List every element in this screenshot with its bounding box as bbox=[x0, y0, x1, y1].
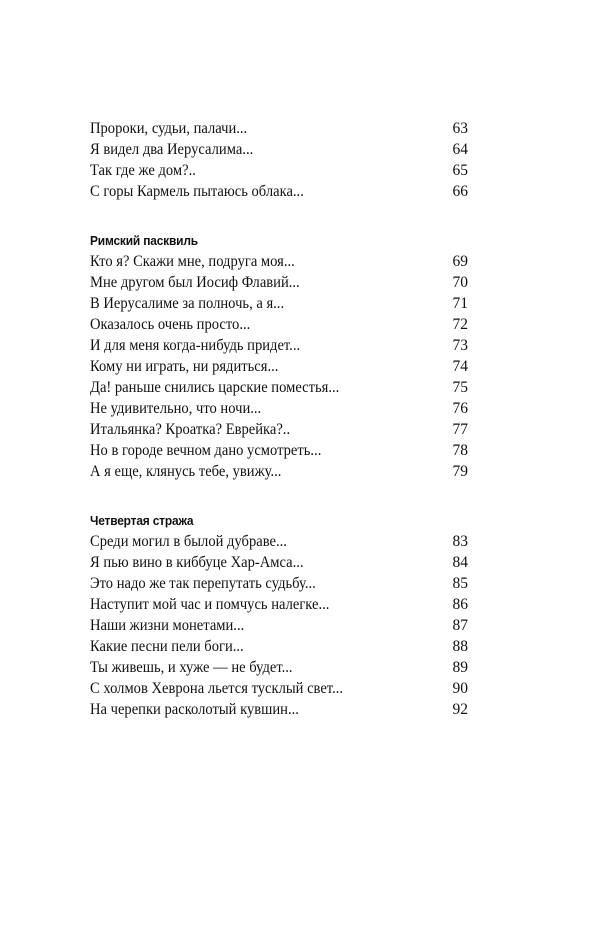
toc-section bbox=[90, 231, 468, 482]
toc-entry bbox=[90, 118, 468, 139]
entry-page-number: 92 bbox=[452, 701, 468, 718]
entry-page-number: 87 bbox=[452, 617, 468, 634]
entry-title: Итальянка? Кроатка? Еврейка?.. bbox=[90, 421, 291, 438]
toc-entry bbox=[90, 699, 468, 720]
entry-title: Но в городе вечном дано усмотреть... bbox=[90, 442, 322, 459]
toc-entry bbox=[90, 139, 468, 160]
entry-title: Ты живешь, и хуже — не будет... bbox=[90, 659, 293, 676]
toc-entry bbox=[90, 615, 468, 636]
section-title: Римский пасквиль bbox=[90, 233, 198, 248]
entry-page-number: 64 bbox=[452, 141, 468, 158]
toc-entry bbox=[90, 160, 468, 181]
toc-entry bbox=[90, 314, 468, 335]
entry-page-number: 66 bbox=[452, 183, 468, 200]
table-of-contents bbox=[90, 118, 468, 749]
entry-page-number: 75 bbox=[452, 379, 468, 396]
entry-title: Кому ни играть, ни рядиться... bbox=[90, 358, 279, 375]
entry-page-number: 83 bbox=[452, 533, 468, 550]
entry-title: Среди могил в былой дубраве... bbox=[90, 533, 287, 550]
entry-page-number: 72 bbox=[452, 316, 468, 333]
toc-entry bbox=[90, 594, 468, 615]
entry-page-number: 77 bbox=[452, 421, 468, 438]
entry-page-number: 74 bbox=[452, 358, 468, 375]
entry-title: Наши жизни монетами... bbox=[90, 617, 245, 634]
entry-title: Так где же дом?.. bbox=[90, 162, 196, 179]
entry-page-number: 65 bbox=[452, 162, 468, 179]
entry-page-number: 63 bbox=[452, 120, 468, 137]
entry-title: Мне другом был Иосиф Флавий... bbox=[90, 274, 300, 291]
entry-title: В Иерусалиме за полночь, а я... bbox=[90, 295, 285, 312]
entry-page-number: 85 bbox=[452, 575, 468, 592]
entry-title: Пророки, судьи, палачи... bbox=[90, 120, 248, 137]
entry-title: Это надо же так перепутать судьбу... bbox=[90, 575, 316, 592]
entry-page-number: 73 bbox=[452, 337, 468, 354]
entry-title: С холмов Хеврона льется тусклый свет... bbox=[90, 680, 344, 697]
entry-title: Какие песни пели боги... bbox=[90, 638, 244, 655]
entry-title: Наступит мой час и помчусь налегке... bbox=[90, 596, 330, 613]
entry-page-number: 70 bbox=[452, 274, 468, 291]
entry-title: Кто я? Скажи мне, подруга моя... bbox=[90, 253, 295, 270]
entry-page-number: 71 bbox=[452, 295, 468, 312]
section-title: Четвертая стража bbox=[90, 513, 194, 528]
toc-section bbox=[90, 511, 468, 720]
toc-entry bbox=[90, 552, 468, 573]
toc-entry bbox=[90, 531, 468, 552]
toc-entry bbox=[90, 272, 468, 293]
toc-entry bbox=[90, 636, 468, 657]
toc-entry bbox=[90, 678, 468, 699]
toc-entry bbox=[90, 657, 468, 678]
entry-page-number: 78 bbox=[452, 442, 468, 459]
entry-page-number: 89 bbox=[452, 659, 468, 676]
toc-entry bbox=[90, 293, 468, 314]
toc-entry bbox=[90, 440, 468, 461]
entry-page-number: 76 bbox=[452, 400, 468, 417]
entry-title: С горы Кармель пытаюсь облака... bbox=[90, 183, 304, 200]
toc-entry bbox=[90, 356, 468, 377]
entry-title: Оказалось очень просто... bbox=[90, 316, 251, 333]
toc-entry bbox=[90, 461, 468, 482]
entry-page-number: 79 bbox=[452, 463, 468, 480]
entry-title: Я видел два Иерусалима... bbox=[90, 141, 254, 158]
entry-title: Я пью вино в киббуце Хар-Амса... bbox=[90, 554, 304, 571]
toc-entry bbox=[90, 398, 468, 419]
entry-page-number: 90 bbox=[452, 680, 468, 697]
toc-section bbox=[90, 118, 468, 202]
entry-title: На черепки расколотый кувшин... bbox=[90, 701, 299, 718]
toc-entry bbox=[90, 377, 468, 398]
entry-title: А я еще, клянусь тебе, увижу... bbox=[90, 463, 282, 480]
toc-entry bbox=[90, 573, 468, 594]
entry-title: Да! раньше снились царские поместья... bbox=[90, 379, 340, 396]
toc-entry bbox=[90, 419, 468, 440]
entry-page-number: 84 bbox=[452, 554, 468, 571]
toc-entry bbox=[90, 335, 468, 356]
entry-title: И для меня когда-нибудь придет... bbox=[90, 337, 301, 354]
entry-title: Не удивительно, что ночи... bbox=[90, 400, 262, 417]
toc-entry bbox=[90, 181, 468, 202]
entry-page-number: 86 bbox=[452, 596, 468, 613]
toc-entry bbox=[90, 251, 468, 272]
entry-page-number: 69 bbox=[452, 253, 468, 270]
entry-page-number: 88 bbox=[452, 638, 468, 655]
